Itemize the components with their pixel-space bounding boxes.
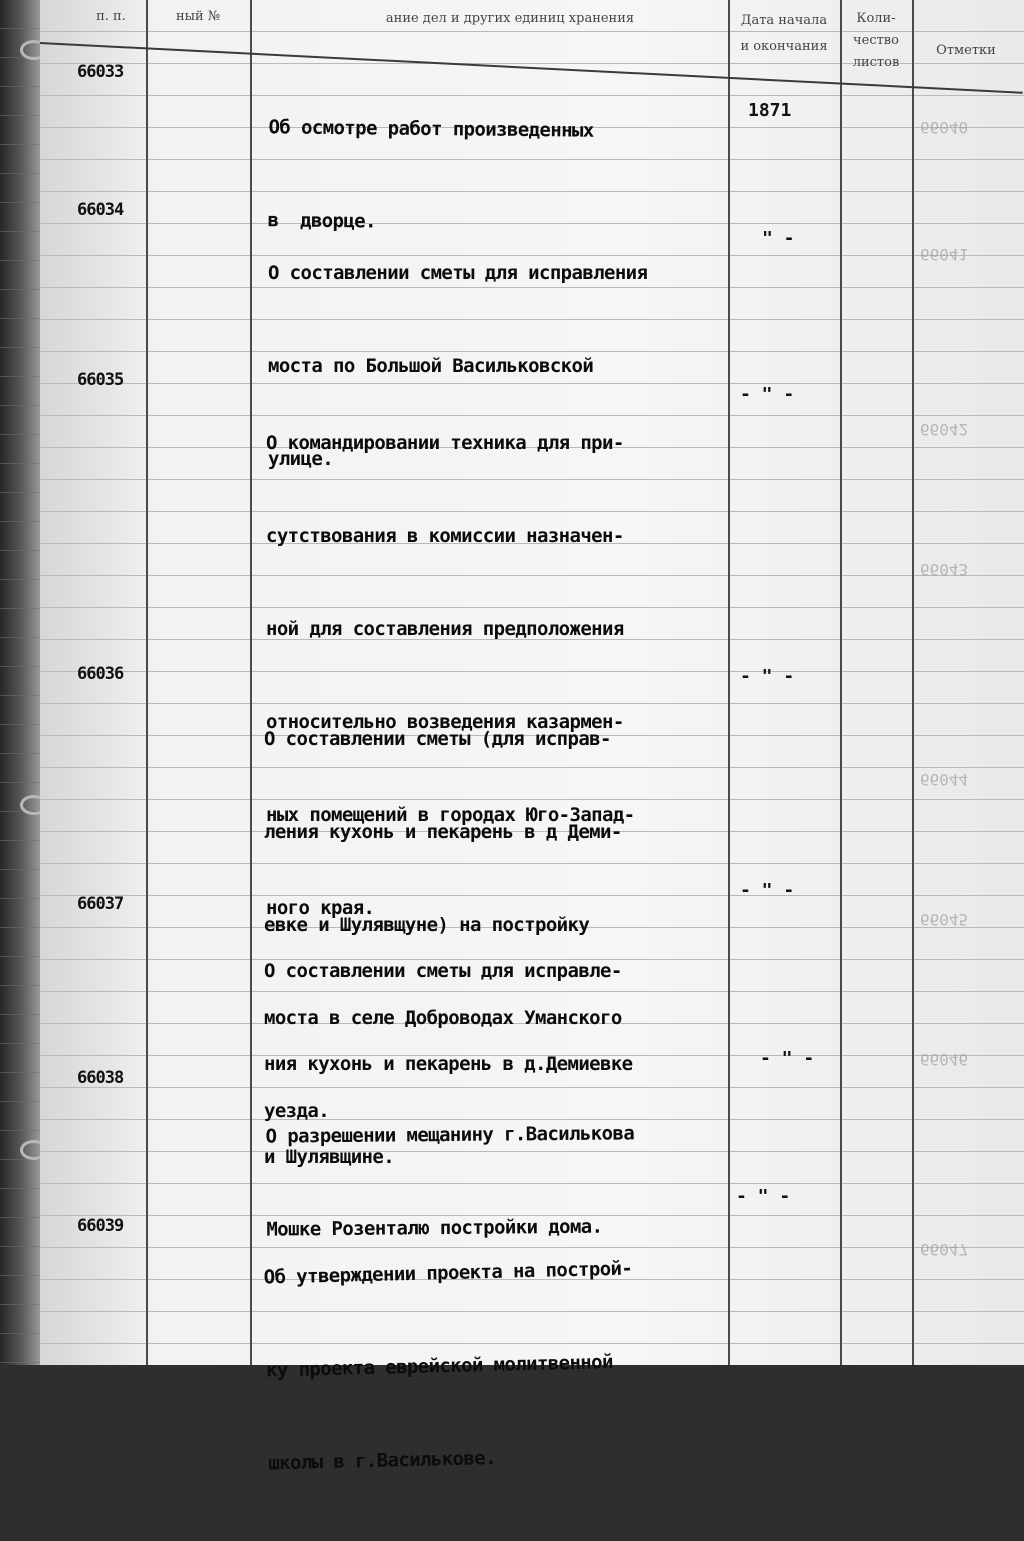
entry-date: 1871	[748, 100, 792, 121]
header-col-title: ание дел и других единиц хранения	[385, 11, 635, 26]
entry-line: Мошке Розенталю постройки дома.	[266, 1215, 603, 1241]
bleed-number-2: 66041	[920, 245, 969, 264]
entry-line: ния кухонь и пекарень в д.Демиевке	[264, 1053, 633, 1075]
entry-line: О командировании техника для при-	[266, 432, 624, 454]
bleed-number-7: 66046	[920, 1050, 969, 1069]
entry-line: Об утверждении проекта на построй-	[263, 1257, 633, 1289]
entry-line: улице.	[268, 448, 334, 470]
entry-line: Об осмотре работ произведенных	[268, 116, 594, 142]
header-date-line-2: и окончания	[740, 39, 828, 54]
entry-date: " -	[762, 228, 795, 249]
ledger-page	[40, 0, 1024, 1475]
header-count-line-1: Коли-	[856, 11, 896, 26]
entry-line: ного края.	[266, 897, 375, 919]
entry-line: в дворце.	[267, 209, 377, 233]
entry-number: 66034	[77, 200, 124, 220]
entry-line: и Шулявщине.	[264, 1146, 395, 1168]
entry-date: - " -	[760, 1048, 815, 1069]
column-rule-4	[840, 0, 842, 1365]
entry-line: ку проекта еврейской молитвенной	[265, 1351, 614, 1382]
header-count-line-3: листов	[852, 55, 900, 70]
entry-date: - " -	[740, 880, 795, 901]
entry-number: 66037	[77, 894, 124, 914]
entry-line: ных помещений в городах Юго-Запад-	[266, 804, 635, 826]
entry-line: О составлении сметы для исправления	[268, 262, 648, 284]
header-col-notes: Отметки	[936, 43, 996, 58]
entry-number: 66038	[77, 1068, 124, 1088]
column-rule-1	[146, 0, 148, 1365]
entry-line: моста в селе Доброводах Уманского	[264, 1007, 622, 1029]
bleed-number-5: 66044	[920, 770, 969, 789]
entry-date: - " -	[740, 384, 795, 405]
header-count-line-2: чество	[853, 33, 899, 48]
entry-line: относительно возведения казармен-	[266, 711, 624, 733]
entry-line: О составлении сметы (для исправ-	[264, 728, 611, 750]
entry-line: ления кухонь и пекарень в д Деми-	[264, 821, 622, 843]
entry-line: сутствования в комиссии назначен-	[266, 525, 624, 547]
header-col-inventory: ный №	[175, 9, 221, 24]
entry-number: 66039	[77, 1216, 124, 1236]
column-rule-3	[728, 0, 730, 1365]
bleed-number-1: 66040	[920, 118, 969, 137]
entry-line: О составлении сметы для исправле-	[264, 960, 622, 982]
bleed-number-4: 66043	[920, 560, 969, 579]
column-rule-5	[912, 0, 914, 1365]
bleed-number-6: 66045	[920, 910, 969, 929]
column-rule-2	[250, 0, 252, 1365]
entry-date: - " -	[736, 1186, 791, 1207]
entry-number: 66035	[77, 370, 124, 390]
entry-line: уезда.	[264, 1100, 330, 1122]
entry-line: ной для составления предположения	[266, 618, 624, 640]
entry-line: моста по Большой Васильковской	[268, 355, 594, 377]
entry-date: - " -	[740, 666, 795, 687]
entry-number: 66033	[77, 62, 124, 82]
header-date-line-1: Дата начала	[740, 13, 828, 28]
bleed-number-3: 66042	[920, 420, 969, 439]
header-col-count	[844, 8, 908, 74]
entry-line: евке и Шулявщуне) на постройку	[264, 914, 590, 936]
entry-line: О разрешении мещанину г.Василькова	[265, 1122, 635, 1148]
header-col-date	[732, 8, 836, 60]
header-col-pp: п. п.	[96, 9, 126, 24]
entry-description	[262, 1192, 639, 1541]
bleed-number-8: 66047	[920, 1240, 969, 1259]
entry-number: 66036	[77, 664, 124, 684]
entry-line: школы в г.Василькове.	[268, 1446, 497, 1475]
